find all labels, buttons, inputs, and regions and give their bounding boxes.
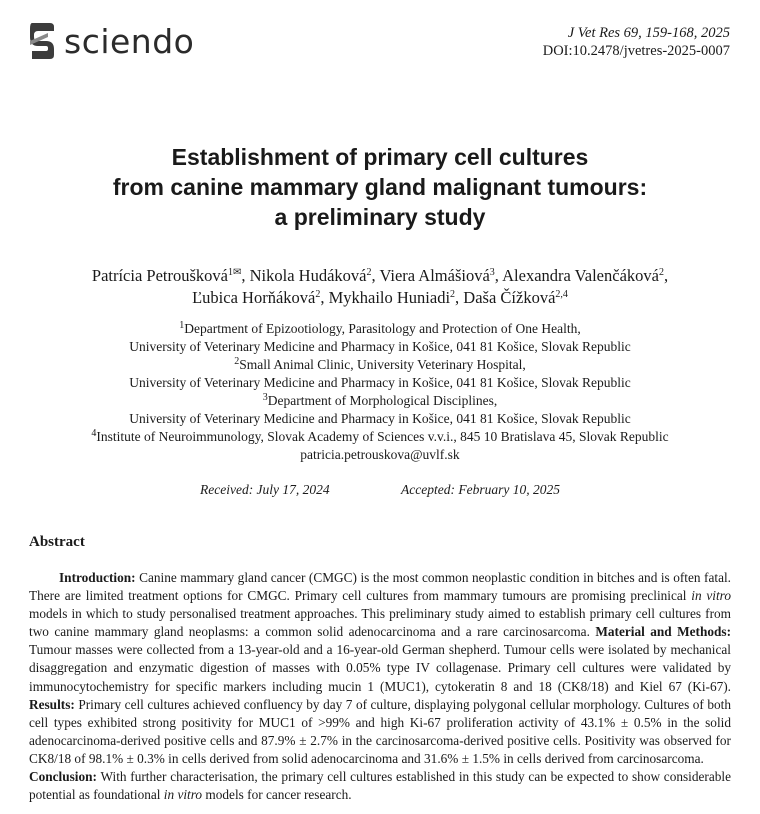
author-list <box>0 265 760 309</box>
sciendo-logo-icon <box>28 21 56 61</box>
title-line: from canine mammary gland malignant tumours: <box>112 174 648 200</box>
affiliation-mark: 3 <box>262 392 268 403</box>
title-line: Establishment of primary cell cultures <box>171 144 589 170</box>
author-name: Patrícia Petroušková <box>91 266 228 285</box>
affiliation-mark: 1 <box>179 320 185 331</box>
corresponding-email[interactable]: patricia.petrouskova@uvlf.sk <box>300 447 460 462</box>
author-affiliation-mark: 2,4 <box>555 289 568 300</box>
author-name: Alexandra Valenčáková <box>502 266 659 285</box>
accepted-date: Accepted: February 10, 2025 <box>401 482 560 497</box>
author-name: Nikola Hudáková <box>249 266 367 285</box>
author-line-1 <box>0 265 760 287</box>
author-separator: , <box>663 266 669 285</box>
conclusion-text: With further characterisation, the primary cell cultures established in this study can be expected to show considerable potential as foundational <box>29 769 731 803</box>
author-name: Daša Čížková <box>463 288 556 307</box>
author-separator: , <box>320 288 329 307</box>
methods-label: Material and Methods: <box>595 624 731 640</box>
title-line: a preliminary study <box>274 204 486 230</box>
article-dates <box>0 482 760 498</box>
abstract-body <box>29 569 731 804</box>
affiliation-text: Department of Morphological Disciplines, <box>267 393 498 408</box>
methods-text: Tumour masses were collected from a 13-year-old and a 16-year-old German shepherd. Tumour cells were isolated by mechanical disaggregation and enzymatic digestion of masses with 0.05% type IV collagenase. Primary cell cultures were validated by immunocytochemistry for specific markers including mucin 1 (MUC1), cytokeratin 8 and 18 (CK8/18) and Kiel 67 (Ki-67). <box>29 642 731 694</box>
author-affiliation-mark: 2 <box>366 267 372 278</box>
journal-info <box>543 24 730 60</box>
author-separator: , <box>455 288 464 307</box>
introduction-text: Canine mammary gland cancer (CMGC) is the most common neoplastic condition in bitches and is often fatal. There are limited treatment options for CMGC. Primary cell cultures from mammary tumours are promising preclinical <box>29 570 731 604</box>
introduction-label: Introduction: <box>59 570 136 585</box>
author-separator: , <box>494 266 503 285</box>
author-affiliation-mark: 3 <box>489 267 495 278</box>
author-affiliation-mark: 2 <box>450 289 456 300</box>
affiliation-line <box>0 392 760 410</box>
affiliation-line <box>0 356 760 374</box>
affiliation-mark: 2 <box>234 356 240 367</box>
author-separator: , <box>241 266 250 285</box>
affiliation-line <box>0 338 760 356</box>
publisher-name: sciendo <box>64 21 195 61</box>
author-affiliation-mark: 2 <box>315 289 321 300</box>
conclusion-label: Conclusion: <box>29 769 97 785</box>
affiliation-text: Institute of Neuroimmunology, Slovak Academy of Sciences v.v.i., 845 10 Bratislava 45, Slovak Republic <box>96 429 669 444</box>
author-affiliation-mark: 2 <box>658 267 664 278</box>
affiliation-text: University of Veterinary Medicine and Pharmacy in Košice, 041 81 Košice, Slovak Republic <box>129 411 631 426</box>
affiliations <box>0 320 760 464</box>
conclusion-text-cont: models for cancer research. <box>202 787 352 803</box>
author-name: Viera Almášiová <box>379 266 490 285</box>
affiliation-line <box>0 320 760 338</box>
results-label: Results: <box>29 696 75 712</box>
author-separator: , <box>371 266 380 285</box>
introduction-text-cont: models in which to study personalised treatment approaches. This preliminary study aimed to establish primary cell cultures from two canine mammary gland neoplasms: a common solid adenocarcinoma and a rare carcinosarcoma. <box>29 606 731 640</box>
affiliation-line <box>0 428 760 446</box>
results-text: Primary cell cultures achieved confluency by day 7 of culture, displaying polygonal cellular morphology. Cultures of both cell types exhibited strong positivity for MUC1 of >99% and high Ki-67 proliferation activity of 43.1% ± 0.5% in the solid adenocarcinoma-derived positive cells and 87.9% ± 2.7% in the carcinosarcoma-derived positive cells. Positivity was observed for CK8/18 of 98.1% ± 0.3% in cells derived from solid adenocarcinoma and 31.6% ± 1.5% in cells derived from carcinosarcoma. <box>29 696 731 766</box>
abstract-paragraph <box>29 569 731 768</box>
affiliation-text: Department of Epizootiology, Parasitology and Protection of One Health, <box>184 321 581 336</box>
author-line-2 <box>0 287 760 309</box>
affiliation-line <box>0 410 760 428</box>
journal-reference: J Vet Res 69, 159-168, 2025 <box>567 25 730 41</box>
italic-term: in vitro <box>163 787 203 803</box>
abstract-conclusion <box>29 768 731 804</box>
author-affiliation-mark: 1✉ <box>227 267 242 278</box>
affiliation-line <box>0 374 760 392</box>
doi[interactable]: DOI:10.2478/jvetres-2025-0007 <box>542 43 730 59</box>
article-title <box>0 142 760 232</box>
author-name: Mykhailo Huniadi <box>328 288 451 307</box>
author-name: Ľubica Horňáková <box>192 288 316 307</box>
affiliation-text: University of Veterinary Medicine and Pharmacy in Košice, 041 81 Košice, Slovak Republic <box>129 339 631 354</box>
received-date: Received: July 17, 2024 <box>199 482 330 497</box>
publisher-logo <box>28 20 194 62</box>
italic-term: in vitro <box>691 588 731 604</box>
affiliation-mark: 4 <box>91 428 97 439</box>
affiliation-text: Small Animal Clinic, University Veterinary Hospital, <box>239 357 526 372</box>
affiliation-text: University of Veterinary Medicine and Pharmacy in Košice, 041 81 Košice, Slovak Republic <box>129 375 631 390</box>
abstract-heading: Abstract <box>29 534 85 550</box>
